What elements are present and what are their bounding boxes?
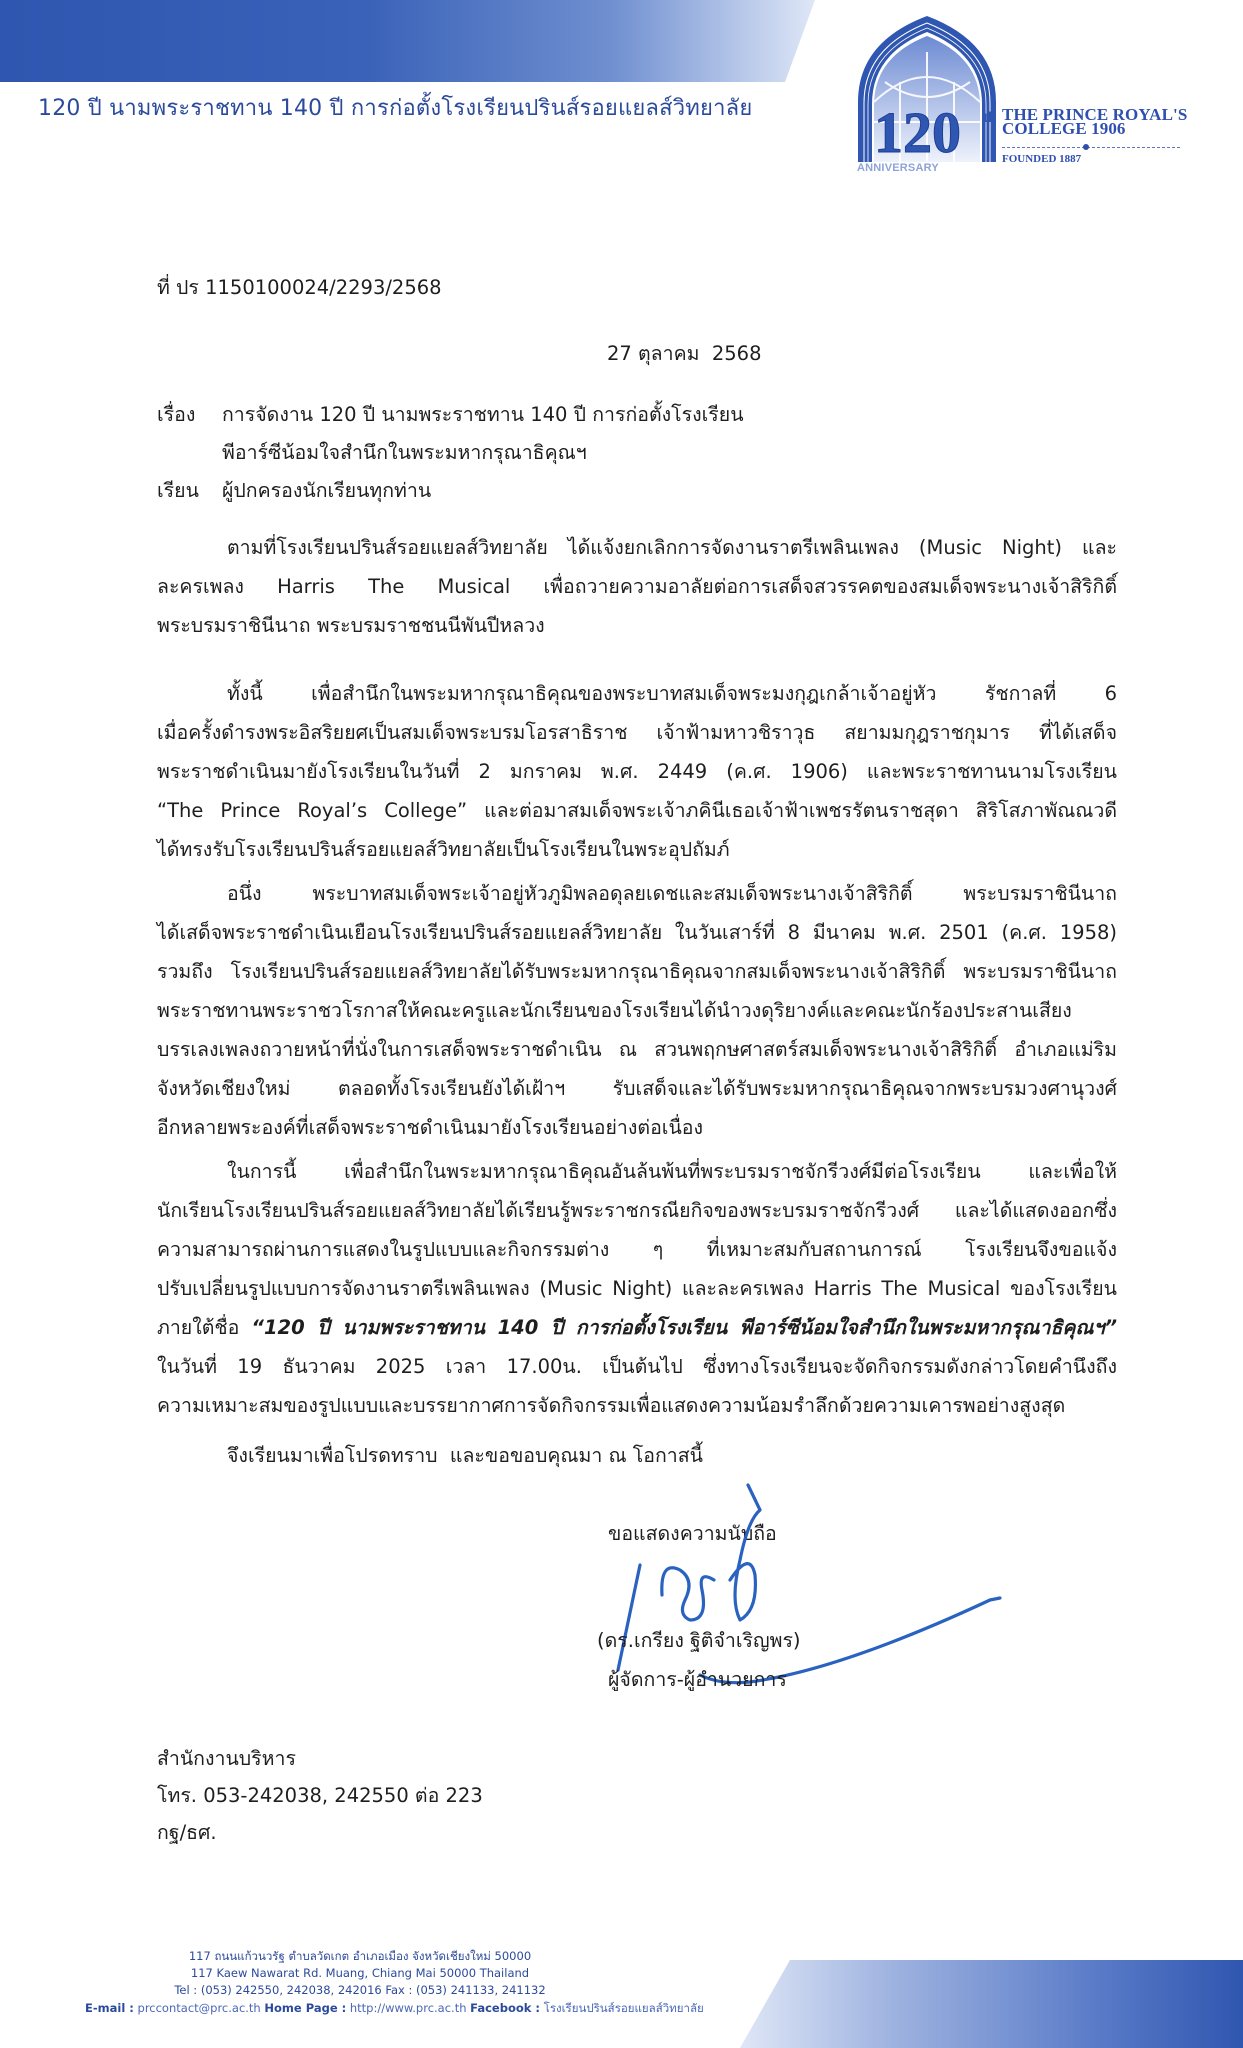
paragraph-line: ทั้งนี้ เพื่อสำนึกในพระมหากรุณาธิคุณของพระบาทสมเด็จพระมงกุฎเกล้าเจ้าอยู่หัว รัชกาลที่ 6: [227, 682, 1117, 705]
subject-line: พีอาร์ซีน้อมใจสำนึกในพระมหากรุณาธิคุณฯ: [222, 441, 587, 464]
paragraph-line: ความสามารถผ่านการแสดงในรูปแบบและกิจกรรมต่าง ๆ ที่เหมาะสมกับสถานการณ์ โรงเรียนจึงขอแจ้ง: [157, 1238, 1117, 1261]
paragraph-line: นักเรียนโรงเรียนปรินส์รอยแยลส์วิทยาลัยได้เรียนรู้พระราชกรณียกิจของพระบรมราชจักรีวงศ์ และได้แสดงออกซึ่ง: [157, 1199, 1117, 1222]
subject-row: [157, 396, 744, 472]
paragraph-line: อีกหลายพระองค์ที่เสด็จพระราชดำเนินมายังโรงเรียนอย่างต่อเนื่อง: [157, 1116, 704, 1139]
paragraph-line: รวมถึง โรงเรียนปรินส์รอยแยลส์วิทยาลัยได้รับพระมหากรุณาธิคุณจากสมเด็จพระนางเจ้าสิริกิติ์ พระบรมราชินีนาถ: [157, 960, 1117, 983]
paragraph-line: อนึ่ง พระบาทสมเด็จพระเจ้าอยู่หัวภูมิพลอดุลยเดชและสมเด็จพระนางเจ้าสิริกิติ์ พระบรมราชินีนาถ: [227, 882, 1117, 905]
paragraph-line: ความเหมาะสมของรูปแบบและบรรยากาศการจัดกิจกรรมเพื่อแสดงความน้อมรำลึกด้วยความเคารพอย่างสูงสุด: [157, 1394, 1066, 1417]
footer-tel-fax: Tel : (053) 242550, 242038, 242016 Fax : (053) 241133, 241132: [174, 1983, 546, 1997]
subject-label: เรื่อง: [157, 403, 196, 426]
paragraph-line: พระราชทานพระราชวโรกาสให้คณะครูและนักเรียนของโรงเรียนได้นำวงดุริยางค์และคณะนักร้องประสานเสียง: [157, 999, 1072, 1022]
logo-anniversary-label: ANNIVERSARY: [857, 162, 939, 174]
salutation-value: ผู้ปกครองนักเรียนทุกท่าน: [222, 479, 432, 502]
letter-date: 27 ตุลาคม 2568: [607, 342, 762, 365]
paragraph-line: พระบรมราชินีนาถ พระบรมราชชนนีพันปีหลวง: [157, 614, 545, 637]
paragraph-3: [157, 874, 1117, 1147]
email-label: E-mail :: [85, 2001, 134, 2015]
paragraph-line: ในวันที่ 19 ธันวาคม 2025 เวลา 17.00น. เป็นต้นไป ซึ่งทางโรงเรียนจะจัดกิจกรรมดังกล่าวโดยคำนึงถึง: [157, 1355, 1117, 1378]
footer-gradient-banner: [740, 1960, 1243, 2048]
closing-sentence: จึงเรียนมาเพื่อโปรดทราบ และขอขอบคุณมา ณ โอกาสนี้: [227, 1444, 703, 1467]
homepage-link[interactable]: http://www.prc.ac.th: [349, 2001, 467, 2015]
signer-title: ผู้จัดการ-ผู้อำนวยการ: [608, 1668, 787, 1691]
logo-divider-dot: [1083, 144, 1089, 150]
logo-divider: [1002, 147, 1180, 148]
logo-school-name: [1002, 105, 1188, 138]
logo-name-line2: COLLEGE 1906: [1002, 119, 1126, 138]
salutation-label: เรียน: [157, 479, 199, 502]
paragraph-line: ตามที่โรงเรียนปรินส์รอยแยลส์วิทยาลัย ได้แจ้งยกเลิกการจัดงานราตรีเพลินเพลง (Music Night) และ: [227, 536, 1117, 559]
paragraph-line: ในการนี้ เพื่อสำนึกในพระมหากรุณาธิคุณอันล้นพ้นที่พระบรมราชจักรีวงศ์มีต่อโรงเรียน และเพื่อให้: [227, 1160, 1117, 1183]
header-gradient-banner: [0, 0, 815, 82]
event-name: “120 ปี นามพระราชทาน 140 ปี การก่อตั้งโรงเรียน พีอาร์ซีน้อมใจสำนึกในพระมหากรุณาธิคุณฯ”: [251, 1316, 1118, 1339]
office-initials: กฐ/ธศ.: [157, 1821, 217, 1844]
paragraph-line: จังหวัดเชียงใหม่ ตลอดทั้งโรงเรียนยังได้เฝ้าฯ รับเสด็จและได้รับพระมหากรุณาธิคุณจากพระบรมวงศานุวงศ์: [157, 1077, 1117, 1100]
paragraph-line: เมื่อครั้งดำรงพระอิสริยยศเป็นสมเด็จพระบรมโอรสาธิราช เจ้าฟ้ามหาวชิราวุธ สยามมกุฎราชกุมาร ที่ได้เสด็จ: [157, 721, 1117, 744]
svg-text:th: th: [983, 110, 997, 126]
email-link[interactable]: prccontact@prc.ac.th: [137, 2001, 261, 2015]
facebook-link[interactable]: โรงเรียนปรินส์รอยแยลส์วิทยาลัย: [543, 2001, 704, 2015]
paragraph-line: บรรเลงเพลงถวายหน้าที่นั่งในการเสด็จพระราชดำเนิน ณ สวนพฤกษศาสตร์สมเด็จพระนางเจ้าสิริกิติ์ อำเภอแม่ริม: [157, 1038, 1117, 1061]
salutation-row: [157, 472, 431, 510]
paragraph-line: ปรับเปลี่ยนรูปแบบการจัดงานราตรีเพลินเพลง (Music Night) และละครเพลง Harris The Musical ของโรงเรียน: [157, 1277, 1117, 1300]
office-name: สำนักงานบริหาร: [157, 1747, 296, 1770]
homepage-label: Home Page :: [264, 2001, 347, 2015]
paragraph-line: ได้ทรงรับโรงเรียนปรินส์รอยแยลส์วิทยาลัยเป็นโรงเรียนในพระอุปถัมภ์: [157, 838, 730, 861]
event-prefix: ภายใต้ชื่อ: [157, 1316, 252, 1339]
paragraph-line: “The Prince Royal’s College” และต่อมาสมเด็จพระเจ้าภคินีเธอเจ้าฟ้าเพชรรัตนราชสุดา สิริโสภาพัณณวดี: [157, 799, 1117, 822]
paragraph-1: [157, 528, 1117, 645]
header-title: 120 ปี นามพระราชทาน 140 ปี การก่อตั้งโรงเรียนปรินส์รอยแยลส์วิทยาลัย: [38, 96, 753, 121]
office-phone: โทร. 053-242038, 242550 ต่อ 223: [157, 1784, 483, 1807]
footer-address: [0, 1948, 720, 1999]
footer-address-th: 117 ถนนแก้วนวรัฐ ตำบลวัดเกต อำเภอเมือง จังหวัดเชียงใหม่ 50000: [188, 1949, 532, 1963]
paragraph-line: ละครเพลง Harris The Musical เพื่อถวายความอาลัยต่อการเสด็จสวรรคตของสมเด็จพระนางเจ้าสิริกิติ์: [157, 575, 1117, 598]
signer-name: (ดร.เกรียง ฐิติจำเริญพร): [597, 1629, 801, 1652]
logo-founded: FOUNDED 1887: [1002, 153, 1082, 165]
office-contact: [157, 1740, 483, 1851]
paragraph-4: [157, 1152, 1117, 1425]
paragraph-line-event: [157, 1308, 1117, 1347]
subject-line: การจัดงาน 120 ปี นามพระราชทาน 140 ปี การก่อตั้งโรงเรียน: [222, 403, 744, 426]
paragraph-2: [157, 674, 1117, 869]
facebook-label: Facebook :: [470, 2001, 540, 2015]
reference-number: ที่ ปร 1150100024/2293/2568: [157, 276, 442, 299]
footer-contact-line: [85, 2000, 704, 2018]
paragraph-line: ได้เสด็จพระราชดำเนินเยือนโรงเรียนปรินส์รอยแยลส์วิทยาลัย ในวันเสาร์ที่ 8 มีนาคม พ.ศ. 2501 (ค.ศ. 1958): [157, 921, 1117, 944]
svg-text:120: 120: [874, 100, 961, 165]
logo-name-line1: THE PRINCE ROYAL'S: [1002, 105, 1188, 124]
subject-value: [222, 396, 744, 472]
paragraph-line: พระราชดำเนินมายังโรงเรียนในวันที่ 2 มกราคม พ.ศ. 2449 (ค.ศ. 1906) และพระราชทานนามโรงเรียน: [157, 760, 1117, 783]
footer-address-en: 117 Kaew Nawarat Rd. Muang, Chiang Mai 50000 Thailand: [190, 1966, 530, 1980]
sign-off: ขอแสดงความนับถือ: [608, 1522, 777, 1545]
